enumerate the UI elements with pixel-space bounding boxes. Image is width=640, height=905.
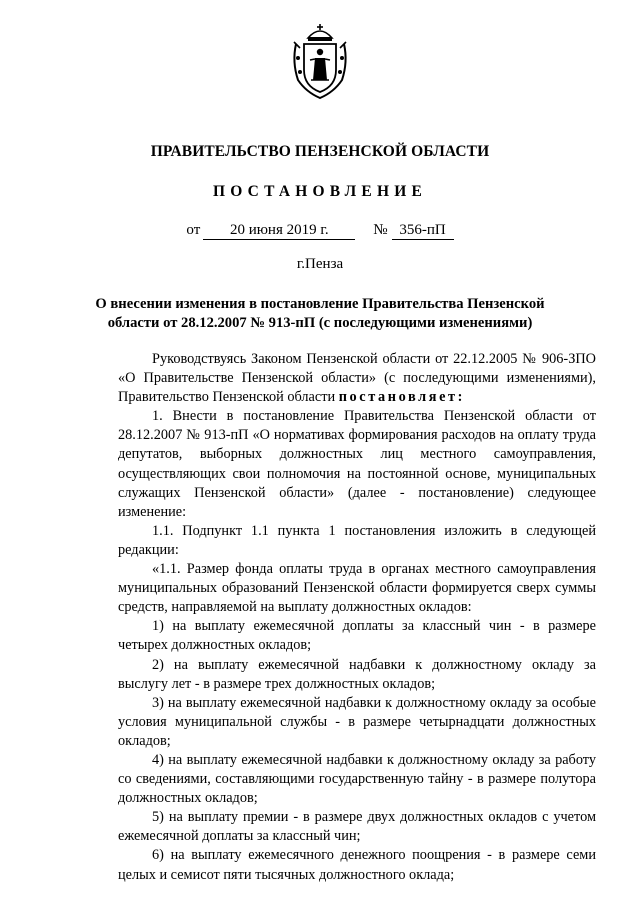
decree-date: 20 июня 2019 г. bbox=[203, 221, 355, 240]
document-body bbox=[118, 350, 596, 885]
subitem-4: 4) на выплату ежемесячной надбавки к должностному окладу за работу со сведениями, составляющими государственную тайну - в размере полутора должностных окладов; bbox=[118, 751, 596, 807]
government-title: ПРАВИТЕЛЬСТВО ПЕНЗЕНСКОЙ ОБЛАСТИ bbox=[150, 143, 490, 160]
subject-line-1: О внесении изменения в постановление Правительства Пензенской bbox=[95, 296, 545, 312]
decree-number: 356-пП bbox=[392, 221, 454, 240]
date-number-line bbox=[0, 221, 640, 240]
subitem-6: 6) на выплату ежемесячного денежного поощрения - в размере семи целых и семисот пяти тысячных должностного оклада; bbox=[118, 847, 596, 883]
item-1-1: 1.1. Подпункт 1.1 пункта 1 постановления изложить в следующей редакции: bbox=[118, 522, 596, 558]
number-prefix: № bbox=[373, 222, 388, 238]
preamble-action: постановляет: bbox=[338, 389, 466, 406]
document-type-title: ПОСТАНОВЛЕНИЕ bbox=[212, 183, 428, 200]
subitem-1: 1) на выплату ежемесячной доплаты за классный чин - в размере четырех должностных окладов; bbox=[118, 618, 596, 654]
subitem-2: 2) на выплату ежемесячной надбавки к должностному окладу за выслугу лет - в размере трех должностных окладов; bbox=[118, 656, 596, 692]
city: г.Пенза bbox=[296, 256, 344, 272]
date-prefix: от bbox=[186, 222, 201, 238]
quote-intro: «1.1. Размер фонда оплаты труда в органах местного самоуправления муниципальных образований Пензенской области формируется сверх суммы средств, направляемой на выплату должностных окладов: bbox=[118, 561, 596, 616]
subject-line-2: области от 28.12.2007 № 913-пП (с последующими изменениями) bbox=[107, 315, 533, 331]
subitem-3: 3) на выплату ежемесячной надбавки к должностному окладу за особые условия муниципальной службы - в размере четырнадцати должностных окладов; bbox=[118, 694, 596, 749]
coat-of-arms-icon bbox=[290, 22, 350, 100]
item-1: 1. Внести в постановление Правительства Пензенской области от 28.12.2007 № 913-пП «О нормативах формирования расходов на оплату труда депутатов, выборных должностных лиц местного самоуправления, осуществляющих свои полномочия на постоянной основе, муниципальных служащих Пензенской области» (далее - постановление) следующее изменение: bbox=[118, 408, 596, 520]
preamble-paragraph bbox=[118, 350, 596, 407]
subitem-5: 5) на выплату премии - в размере двух должностных окладов с учетом ежемесячной доплаты за классный чин; bbox=[118, 809, 596, 845]
decree-subject bbox=[0, 295, 640, 333]
preamble-text: Руководствуясь Законом Пензенской области от 22.12.2005 № 906-ЗПО «О Правительстве Пензенской области» (с последующими изменениями), Правительство Пензенской области bbox=[118, 351, 596, 406]
